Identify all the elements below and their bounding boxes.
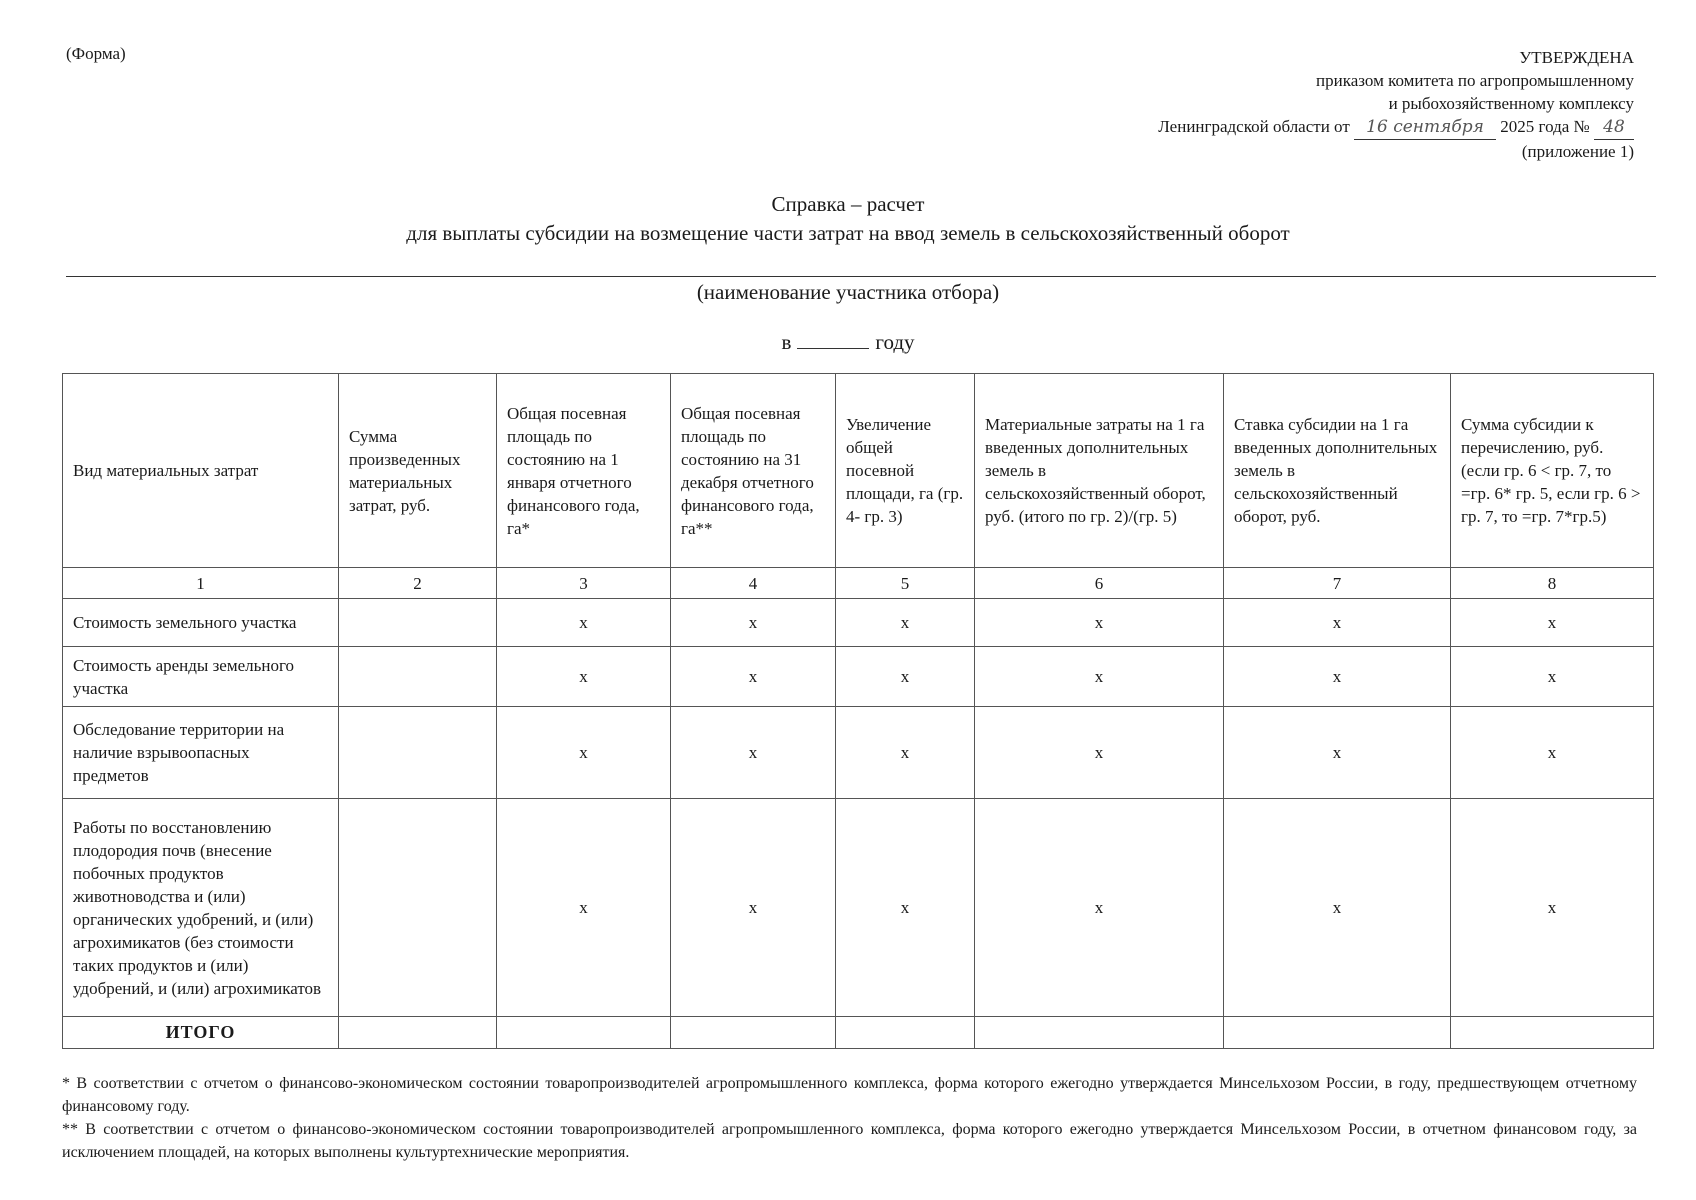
column-number: 8 <box>1451 568 1654 599</box>
column-number: 7 <box>1224 568 1451 599</box>
calculation-table <box>62 373 1654 1049</box>
approval-line-4 <box>1158 115 1634 140</box>
na-mark: x <box>1451 647 1654 707</box>
total-cell <box>836 1017 975 1049</box>
year-prefix: в <box>781 330 792 354</box>
participant-caption: (наименование участника отбора) <box>696 280 1000 304</box>
na-mark: x <box>671 647 836 707</box>
na-mark: x <box>1451 799 1654 1017</box>
total-cell <box>1451 1017 1654 1049</box>
total-row <box>63 1017 1654 1049</box>
column-number: 6 <box>975 568 1224 599</box>
table-row <box>63 647 1654 707</box>
table-row <box>63 599 1654 647</box>
expense-amount-cell <box>339 799 497 1017</box>
na-mark: x <box>975 647 1224 707</box>
footnote-1: * В соответствии с отчетом о финансово-экономическом состоянии товаропроизводителей агропромышленного комплекса, форма которого ежегодно утверждается Минсельхозом России, в году, предшествующем отчетному финансовому году. <box>62 1075 1637 1115</box>
na-mark: x <box>836 599 975 647</box>
form-label: (Форма) <box>66 44 126 63</box>
title-line-2: для выплаты субсидии на возмещение части затрат на ввод земель в сельскохозяйственный оборот <box>406 221 1290 245</box>
title-line-1: Справка – расчет <box>771 192 925 216</box>
footnote-2: ** В соответствии с отчетом о финансово-экономическом состоянии товаропроизводителей агропромышленного комплекса, форма которого ежегодно утверждается Минсельхозом России, в отчетном финансовом году, за исключением площадей, на которых выполнены культуртехнические мероприятия. <box>62 1121 1637 1161</box>
column-number: 4 <box>671 568 836 599</box>
na-mark: x <box>836 707 975 799</box>
na-mark: x <box>1224 599 1451 647</box>
approval-line-2: приказом комитета по агропромышленному <box>1316 71 1634 90</box>
column-header: Ставка субсидии на 1 га введенных дополнительных земель в сельскохозяйственный оборот, руб. <box>1224 374 1451 568</box>
na-mark: x <box>975 707 1224 799</box>
handwritten-order-number: 48 <box>1594 116 1634 140</box>
year-suffix: году <box>875 330 915 354</box>
na-mark: x <box>1451 707 1654 799</box>
expense-type: Стоимость земельного участка <box>63 599 339 647</box>
table-row <box>63 799 1654 1017</box>
na-mark: x <box>497 599 671 647</box>
na-mark: x <box>671 599 836 647</box>
expense-amount-cell <box>339 707 497 799</box>
table-header-row <box>63 374 1654 568</box>
total-cell <box>975 1017 1224 1049</box>
na-mark: x <box>1224 647 1451 707</box>
approval-block <box>1158 46 1634 163</box>
column-number: 1 <box>63 568 339 599</box>
total-cell <box>671 1017 836 1049</box>
na-mark: x <box>497 799 671 1017</box>
table-row <box>63 707 1654 799</box>
participant-name-line <box>66 276 1656 277</box>
approval-title: УТВЕРЖДЕНА <box>1519 48 1634 67</box>
expense-amount-cell <box>339 647 497 707</box>
na-mark: x <box>836 799 975 1017</box>
na-mark: x <box>1224 799 1451 1017</box>
na-mark: x <box>1224 707 1451 799</box>
column-header: Сумма субсидии к перечислению, руб. (если гр. 6 < гр. 7, то =гр. 6* гр. 5, если гр. 6 > гр. 7, то =гр. 7*гр.5) <box>1451 374 1654 568</box>
appendix-label: (приложение 1) <box>1521 142 1634 161</box>
column-header: Сумма произведенных материальных затрат, руб. <box>339 374 497 568</box>
na-mark: x <box>975 799 1224 1017</box>
na-mark: x <box>1451 599 1654 647</box>
column-header: Увеличение общей посевной площади, га (гр. 4- гр. 3) <box>836 374 975 568</box>
na-mark: x <box>671 799 836 1017</box>
approval-line-3: и рыбохозяйственному комплексу <box>1388 94 1634 113</box>
na-mark: x <box>497 707 671 799</box>
na-mark: x <box>497 647 671 707</box>
document-title <box>0 190 1696 248</box>
column-number: 2 <box>339 568 497 599</box>
year-blank <box>797 330 869 349</box>
approval-region: Ленинградской области от <box>1158 117 1350 136</box>
column-number: 3 <box>497 568 671 599</box>
expense-amount-cell <box>339 599 497 647</box>
total-cell <box>1224 1017 1451 1049</box>
total-cell <box>339 1017 497 1049</box>
column-number: 5 <box>836 568 975 599</box>
column-header: Общая посевная площадь по состоянию на 1 января отчетного финансового года, га* <box>497 374 671 568</box>
year-line <box>0 330 1696 355</box>
na-mark: x <box>671 707 836 799</box>
expense-type: Стоимость аренды земельного участка <box>63 647 339 707</box>
total-cell <box>497 1017 671 1049</box>
column-header: Материальные затраты на 1 га введенных дополнительных земель в сельскохозяйственный оборот, руб. (итого по гр. 2)/(гр. 5) <box>975 374 1224 568</box>
column-header: Общая посевная площадь по состоянию на 31 декабря отчетного финансового года, га** <box>671 374 836 568</box>
total-label: ИТОГО <box>63 1017 339 1049</box>
expense-type: Обследование территории на наличие взрывоопасных предметов <box>63 707 339 799</box>
na-mark: x <box>836 647 975 707</box>
na-mark: x <box>975 599 1224 647</box>
approval-year: 2025 года № <box>1500 117 1590 136</box>
column-header: Вид материальных затрат <box>63 374 339 568</box>
expense-type: Работы по восстановлению плодородия почв (внесение побочных продуктов животноводства и (или) органических удобрений, и (или) агрохимикатов (без стоимости таких продуктов и (или) удобрений, и (или) агрохимикатов <box>63 799 339 1017</box>
column-number-row <box>63 568 1654 599</box>
handwritten-date: 16 сентября <box>1354 116 1496 140</box>
